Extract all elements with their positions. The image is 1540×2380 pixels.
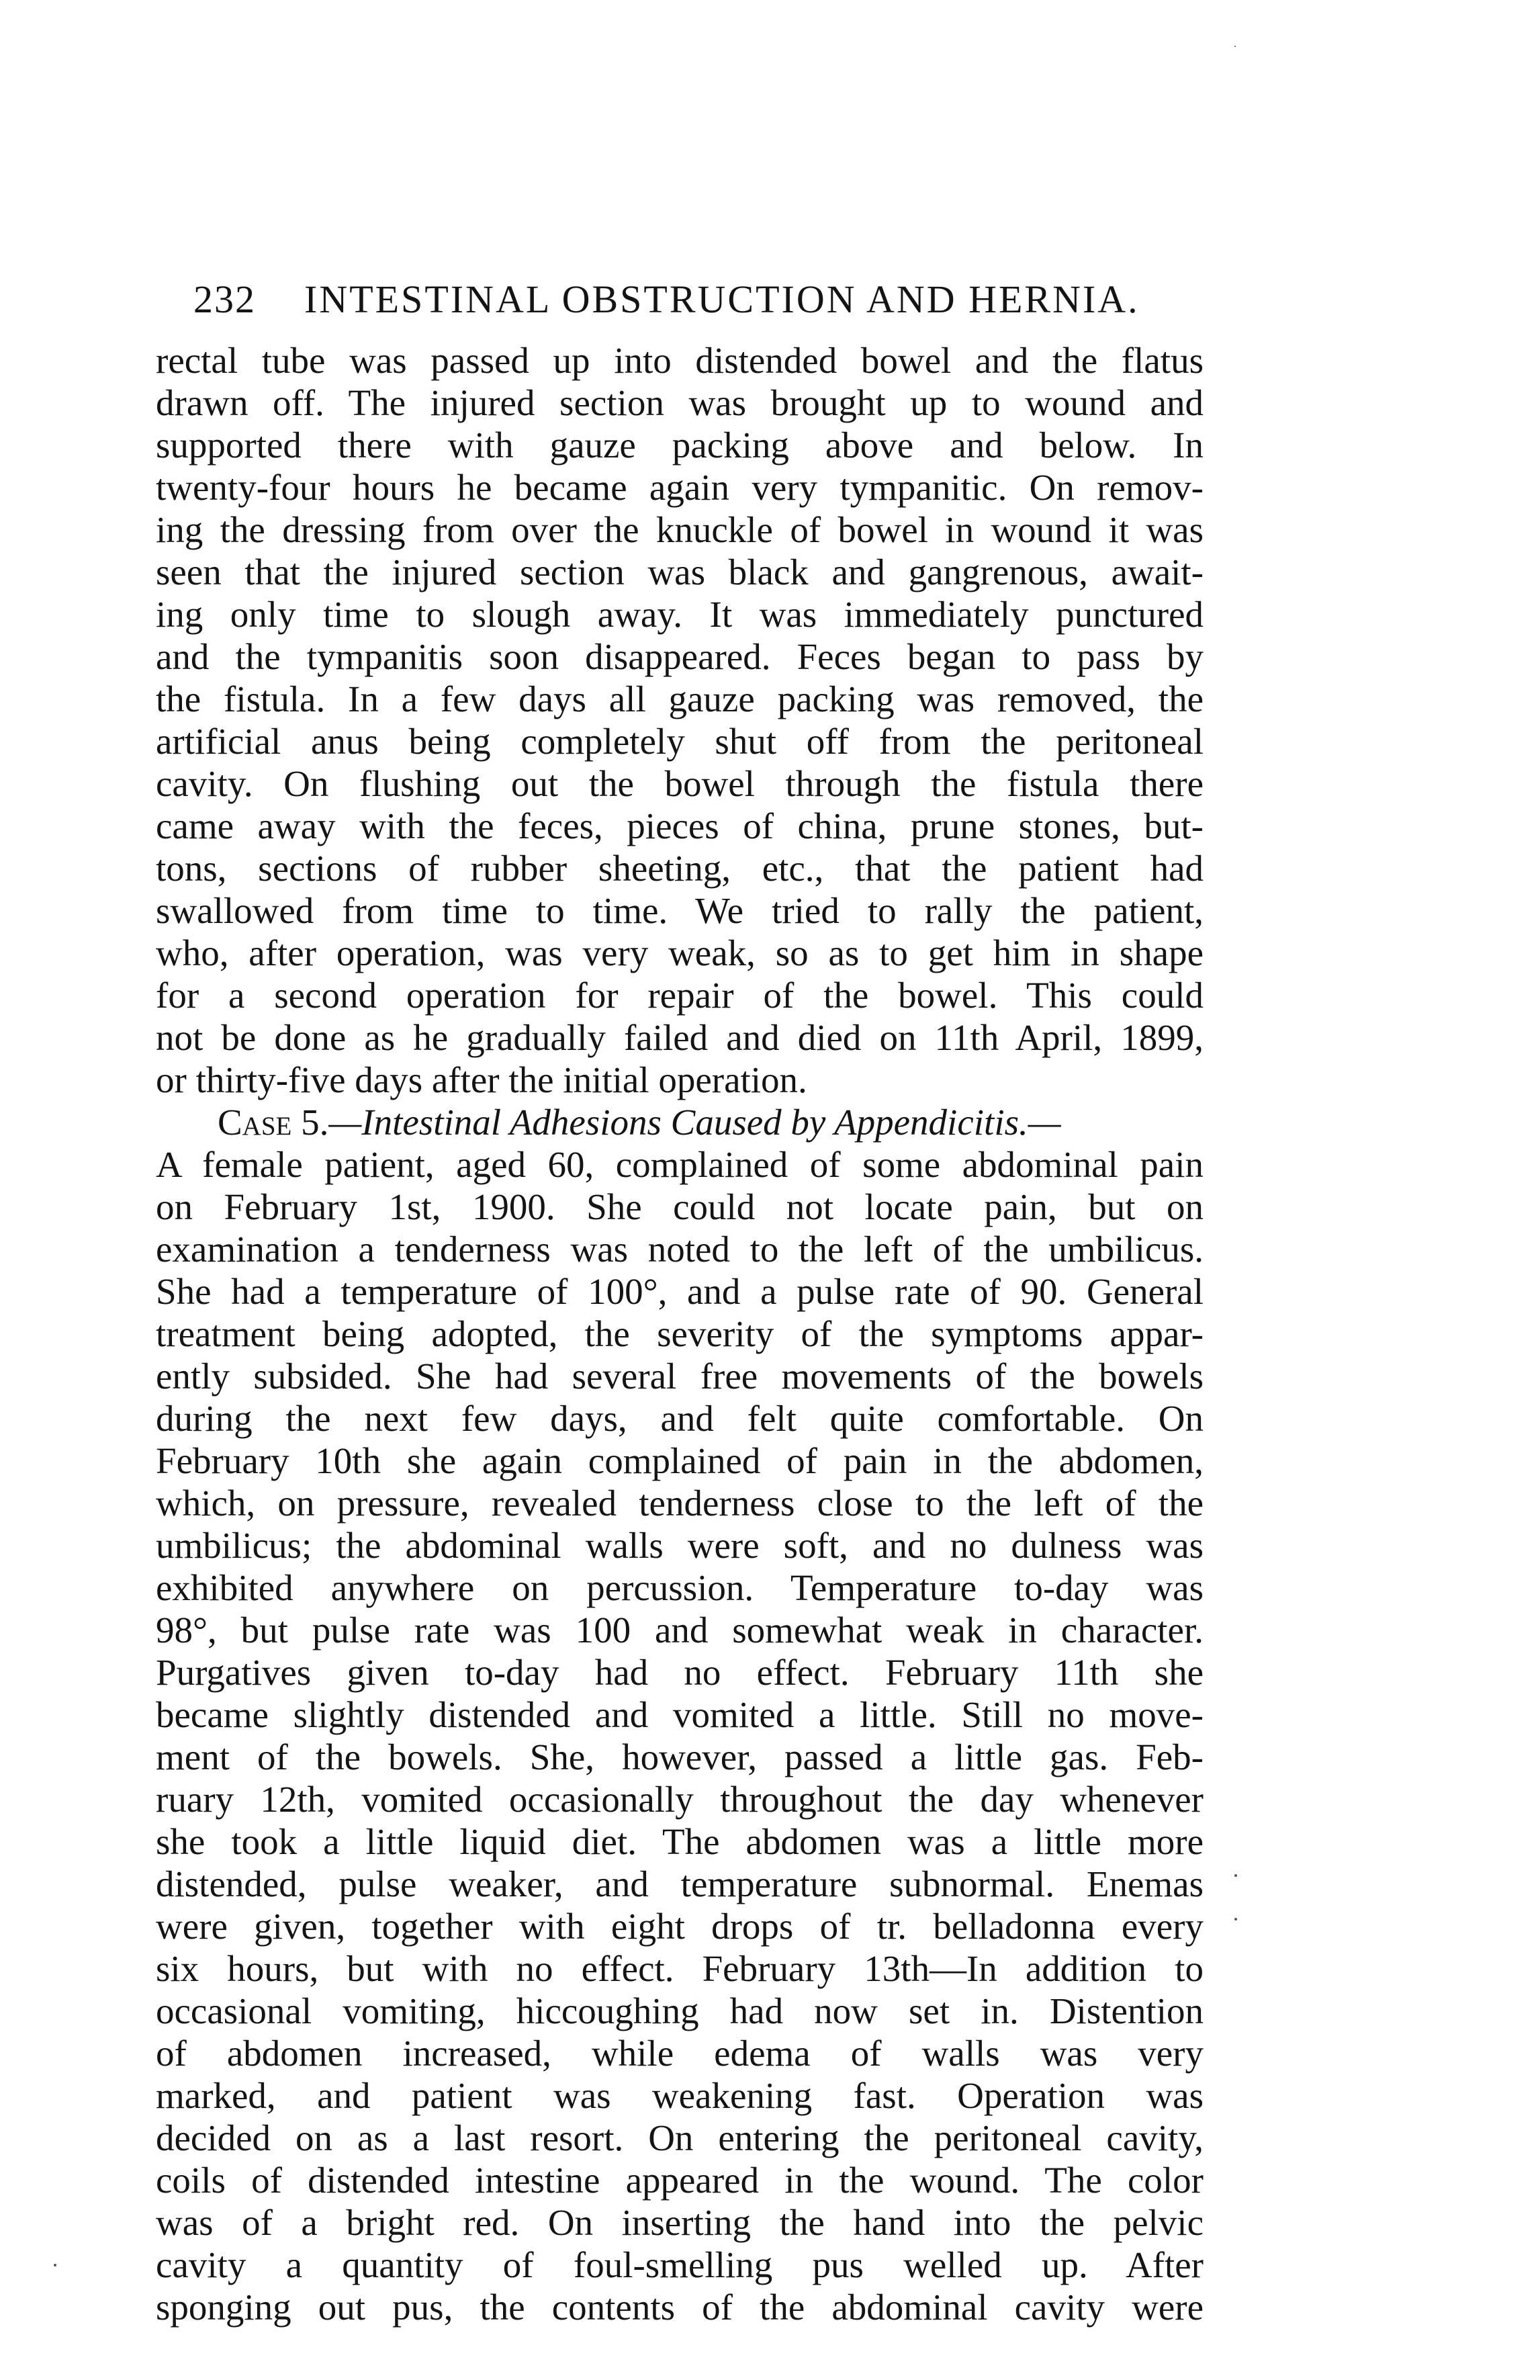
text-line: were given, together with eight drops of tr. belladonna every bbox=[156, 1906, 1204, 1947]
text-line: ently subsided. She had several free movements of the bowels bbox=[156, 1356, 1204, 1397]
text-line: sponging out pus, the contents of the abdominal cavity were bbox=[156, 2287, 1204, 2328]
case-label: Case 5. bbox=[218, 1102, 329, 1143]
text-line: came away with the feces, pieces of china, prune stones, but- bbox=[156, 805, 1204, 846]
running-head-title: INTESTINAL OBSTRUCTION AND HERNIA. bbox=[304, 277, 1140, 321]
text-line: who, after operation, was very weak, so as to get him in shape bbox=[156, 932, 1204, 973]
text-line: February 10th she again complained of pain in the abdomen, bbox=[156, 1440, 1204, 1481]
text-line: decided on as a last resort. On entering the peritoneal cavity, bbox=[156, 2117, 1204, 2158]
text-line: not be done as he gradually failed and died on 11th April, 1899, bbox=[156, 1017, 1204, 1058]
text-line: artificial anus being completely shut off from the peritoneal bbox=[156, 721, 1204, 762]
text-line: tons, sections of rubber sheeting, etc., that the patient had bbox=[156, 848, 1204, 889]
text-line: drawn off. The injured section was brought up to wound and bbox=[156, 382, 1204, 423]
text-line: treatment being adopted, the severity of the symptoms appar- bbox=[156, 1313, 1204, 1354]
running-head bbox=[193, 277, 1174, 330]
text-line: rectal tube was passed up into distended bowel and the flatus bbox=[156, 340, 1204, 381]
text-line: for a second operation for repair of the bowel. This could bbox=[156, 975, 1204, 1016]
text-line: ruary 12th, vomited occasionally throughout the day whenever bbox=[156, 1779, 1204, 1820]
text-line: umbilicus; the abdominal walls were soft, and no dulness was bbox=[156, 1525, 1204, 1566]
text-line: distended, pulse weaker, and temperature subnormal. Enemas bbox=[156, 1863, 1204, 1904]
text-line: became slightly distended and vomited a little. Still no move- bbox=[156, 1694, 1204, 1735]
text-line: seen that the injured section was black and gangrenous, await- bbox=[156, 552, 1204, 592]
text-line: cavity. On flushing out the bowel through the fistula there bbox=[156, 763, 1204, 804]
text-line: exhibited anywhere on percussion. Temperature to-day was bbox=[156, 1567, 1204, 1608]
text-line: of abdomen increased, while edema of walls was very bbox=[156, 2033, 1204, 2074]
text-line: marked, and patient was weakening fast. Operation was bbox=[156, 2075, 1204, 2116]
scan-speck bbox=[1234, 1918, 1237, 1921]
text-line: 98°, but pulse rate was 100 and somewhat weak in character. bbox=[156, 1610, 1204, 1650]
scan-speck bbox=[1234, 46, 1236, 47]
text-line: cavity a quantity of foul-smelling pus welled up. After bbox=[156, 2244, 1204, 2285]
scan-speck bbox=[1234, 1874, 1237, 1877]
text-line: occasional vomiting, hiccoughing had now set in. Distention bbox=[156, 1990, 1204, 2031]
body-text bbox=[156, 339, 1204, 2328]
text-line: during the next few days, and felt quite comfortable. On bbox=[156, 1398, 1204, 1439]
text-line: or thirty-five days after the initial operation. bbox=[156, 1059, 807, 1100]
text-line: was of a bright red. On inserting the hand into the pelvic bbox=[156, 2202, 1204, 2243]
text-line: swallowed from time to time. We tried to rally the patient, bbox=[156, 890, 1204, 931]
text-line: A female patient, aged 60, complained of some abdominal pain bbox=[156, 1144, 1204, 1185]
text-line: the fistula. In a few days all gauze packing was removed, the bbox=[156, 678, 1204, 719]
text-line: ment of the bowels. She, however, passed a little gas. Feb- bbox=[156, 1736, 1204, 1777]
text-line: and the tympanitis soon disappeared. Feces began to pass by bbox=[156, 636, 1204, 677]
text-line: supported there with gauze packing above and below. In bbox=[156, 425, 1204, 466]
text-line: she took a little liquid diet. The abdomen was a little more bbox=[156, 1821, 1204, 1862]
text-line: coils of distended intestine appeared in the wound. The color bbox=[156, 2160, 1204, 2201]
text-line: ing the dressing from over the knuckle of bowel in wound it was bbox=[156, 509, 1204, 550]
text-line: six hours, but with no effect. February 13th—In addition to bbox=[156, 1948, 1204, 1989]
case-heading bbox=[156, 1101, 1204, 1143]
text-line: on February 1st, 1900. She could not locate pain, but on bbox=[156, 1186, 1204, 1227]
page-number: 232 bbox=[193, 277, 256, 321]
text-line: which, on pressure, revealed tenderness close to the left of the bbox=[156, 1483, 1204, 1524]
text-line: Purgatives given to-day had no effect. February 11th she bbox=[156, 1652, 1204, 1693]
text-line: She had a temperature of 100°, and a pulse rate of 90. General bbox=[156, 1271, 1204, 1312]
text-line: examination a tenderness was noted to the left of the umbilicus. bbox=[156, 1229, 1204, 1270]
text-line: ing only time to slough away. It was immediately punctured bbox=[156, 594, 1204, 635]
scan-speck bbox=[54, 2264, 56, 2266]
text-line: twenty-four hours he became again very tympanitic. On remov- bbox=[156, 467, 1204, 508]
case-title: —Intestinal Adhesions Caused by Appendicitis.— bbox=[328, 1102, 1061, 1143]
